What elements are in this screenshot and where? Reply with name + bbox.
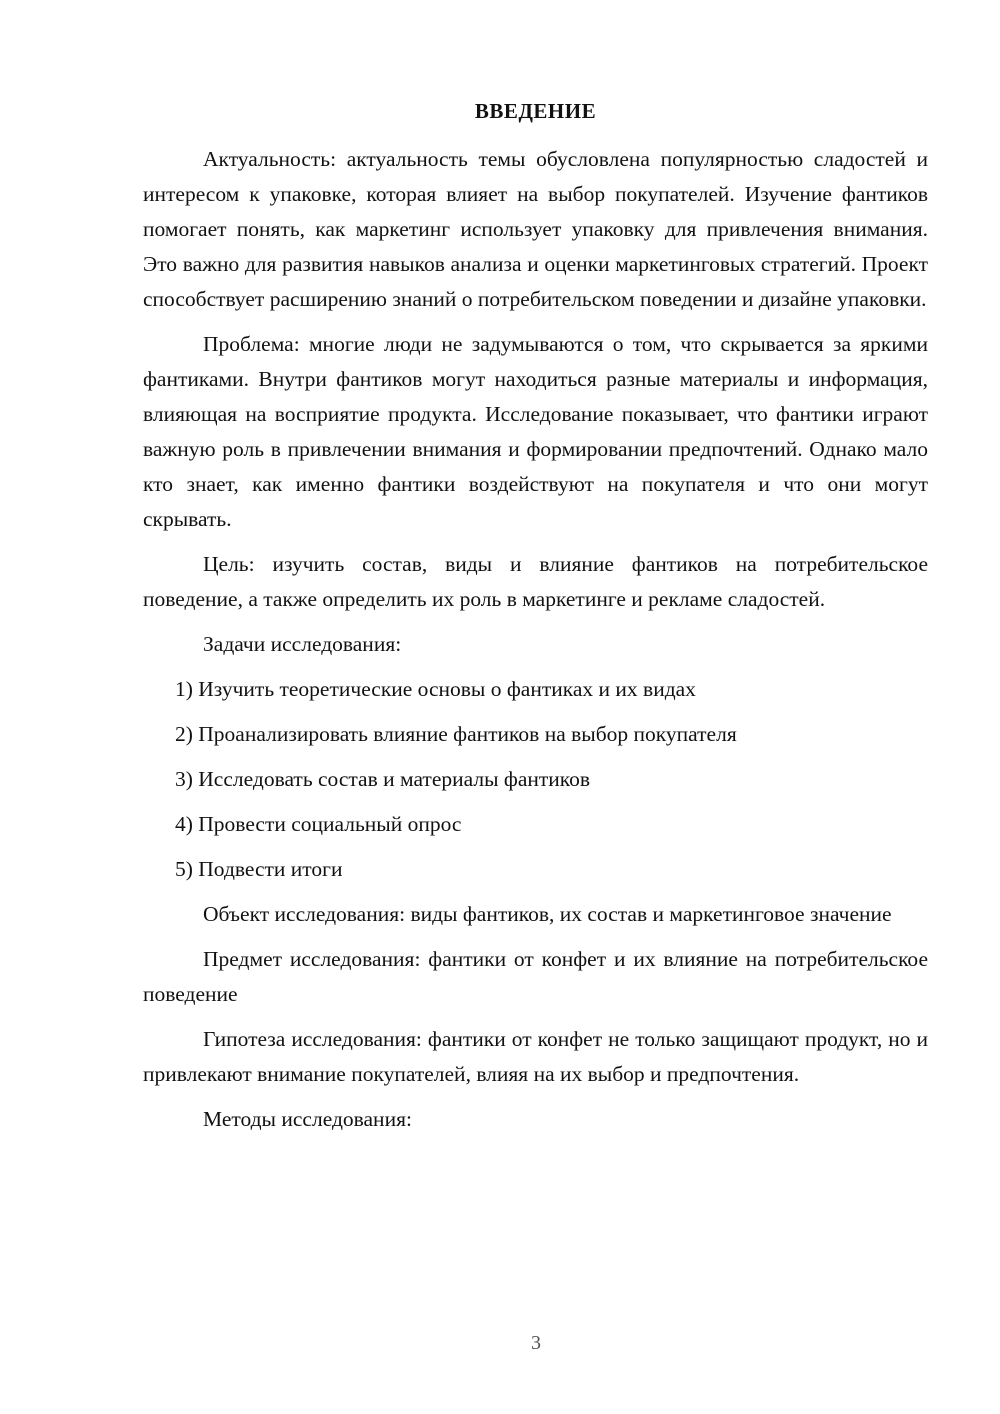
paragraph-subject: Предмет исследования: фантики от конфет и их влияние на потребительское поведение <box>143 947 928 1006</box>
list-item: 4) Провести социальный опрос <box>175 812 462 836</box>
document-title: ВВЕДЕНИЕ <box>474 99 597 123</box>
paragraph-goal: Цель: изучить состав, виды и влияние фантиков на потребительское поведение, а также определить их роль в маркетинге и рекламе сладостей. <box>143 552 928 611</box>
list-item: 1) Изучить теоретические основы о фантиках и их видах <box>175 677 696 701</box>
paragraph-relevance: Актуальность: актуальность темы обусловлена популярностью сладостей и интересом к упаковке, которая влияет на выбор покупателей. Изучение фантиков помогает понять, как маркетинг использует упаковку для привлечения внимания. Это важно для развития навыков анализа и оценки маркетинговых стратегий. Проект способствует расширению знаний о потребительском поведении и дизайне упаковки. <box>143 147 928 311</box>
paragraph-problem: Проблема: многие люди не задумываются о том, что скрывается за яркими фантиками. Внутри фантиков могут находиться разные материалы и информация, влияющая на восприятие продукта. Исследование показывает, что фантики играют важную роль в привлечении внимания и формировании предпочтений. Однако мало кто знает, как именно фантики воздействуют на покупателя и что они могут скрывать. <box>143 332 928 531</box>
page-number: 3 <box>531 1332 541 1354</box>
list-item: 5) Подвести итоги <box>175 857 343 881</box>
document-page <box>143 96 928 1147</box>
paragraph-hypothesis: Гипотеза исследования: фантики от конфет не только защищают продукт, но и привлекают внимание покупателей, влияя на их выбор и предпочтения. <box>143 1027 928 1086</box>
paragraph-object: Объект исследования: виды фантиков, их состав и маркетинговое значение <box>203 902 892 926</box>
tasks-heading: Задачи исследования: <box>203 632 402 656</box>
list-item: 3) Исследовать состав и материалы фантиков <box>175 767 591 791</box>
methods-heading: Методы исследования: <box>203 1107 412 1131</box>
tasks-list <box>143 672 928 887</box>
list-item: 2) Проанализировать влияние фантиков на выбор покупателя <box>175 722 737 746</box>
